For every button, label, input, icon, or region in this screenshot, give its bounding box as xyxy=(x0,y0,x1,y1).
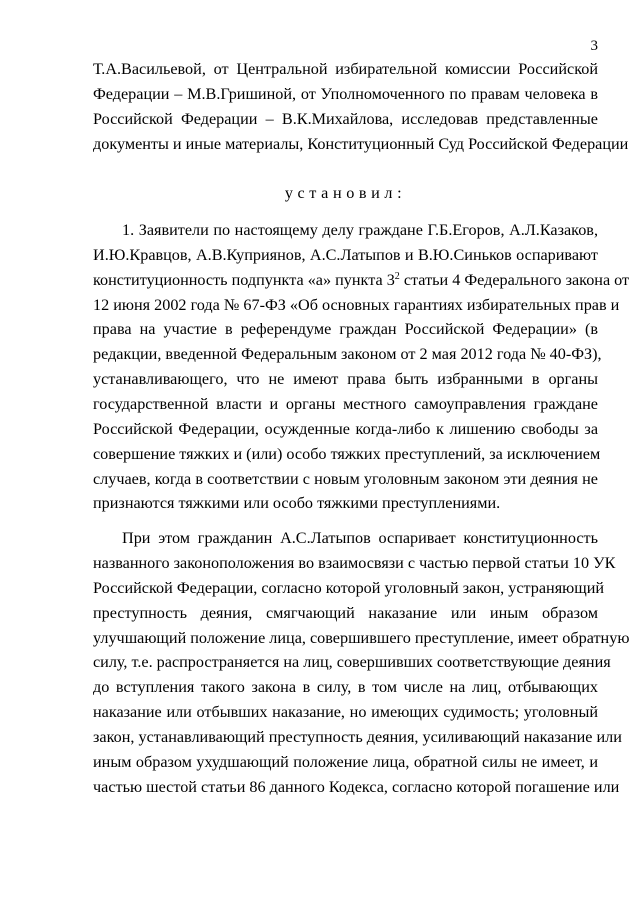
intro-paragraph xyxy=(93,57,629,156)
text-line: При этом гражданин А.С.Латыпов оспаривает конституционность xyxy=(122,529,598,548)
blank-line xyxy=(93,156,598,181)
text-line-with-superscript xyxy=(93,268,630,293)
text-line: признаются тяжкими или особо тяжкими преступлениями. xyxy=(93,494,501,513)
text-fragment: конституционность подпункта «а» пункта 3 xyxy=(93,270,395,289)
text-line: документы и иные материалы, Конституционный Суд Российской Федерации xyxy=(93,134,629,153)
text-line: Российской Федерации, согласно которой уголовный закон, устраняющий xyxy=(93,578,605,597)
text-line: наказание или отбывших наказание, но имеющих судимость; уголовный xyxy=(93,703,598,722)
text-line: Т.А.Васильевой, от Центральной избирательной комиссии Российской xyxy=(93,60,598,78)
text-line: Федерации – М.В.Гришиной, от Уполномоченного по правам человека в xyxy=(93,84,598,103)
text-line: преступность деяния, смягчающий наказание или иным образом xyxy=(93,603,598,622)
text-line: редакции, введенной Федеральным законом от 2 мая 2012 года № 40-ФЗ), xyxy=(93,345,602,364)
text-line: права на участие в референдуме граждан Российской Федерации» (в xyxy=(93,320,598,339)
text-line: названного законоположения во взаимосвязи с частью первой статьи 10 УК xyxy=(93,554,616,573)
blank-line xyxy=(93,206,598,218)
text-line: улучшающий положение лица, совершившего преступление, имеет обратную xyxy=(93,628,630,647)
section-heading: установил: xyxy=(284,184,407,203)
text-line: 1. Заявители по настоящему делу граждане Г.Б.Егоров, А.Л.Казаков, xyxy=(122,221,598,240)
text-line: иным образом ухудшающий положение лица, обратной силы не имеет, и xyxy=(93,752,598,771)
text-line: совершение тяжких и (или) особо тяжких преступлений, за исключением xyxy=(93,444,601,463)
text-line: государственной власти и органы местного самоуправления граждане xyxy=(93,394,598,413)
text-line: 12 июня 2002 года № 67-ФЗ «Об основных гарантиях избирательных прав и xyxy=(93,295,620,314)
superscript: 2 xyxy=(394,270,400,282)
text-line: случаев, когда в соответствии с новым уголовным законом эти деяния не xyxy=(93,469,598,488)
paragraph-1 xyxy=(93,218,630,516)
text-line: Российской Федерации, осужденные когда-либо к лишению свободы за xyxy=(93,419,598,438)
text-line: до вступления такого закона в силу, в том числе на лиц, отбывающих xyxy=(93,678,598,697)
paragraph-2 xyxy=(93,526,630,799)
text-line: силу, т.е. распространяется на лиц, совершивших соответствующие деяния xyxy=(93,653,611,672)
text-line: И.Ю.Кравцов, А.В.Куприянов, А.С.Латыпов и В.Ю.Синьков оспаривают xyxy=(93,245,598,264)
text-line: закон, устанавливающий преступность деяния, усиливающий наказание или xyxy=(93,727,622,746)
document-body xyxy=(93,57,630,799)
page-number: 3 xyxy=(590,38,598,54)
paragraph-spacing xyxy=(93,516,598,526)
text-fragment: статьи 4 Федерального закона от xyxy=(399,270,630,289)
text-line: частью шестой статьи 86 данного Кодекса, согласно которой погашение или xyxy=(93,777,620,796)
text-line: устанавливающего, что не имеют права быть избранными в органы xyxy=(93,370,598,389)
text-line: Российской Федерации – В.К.Михайлова, исследовав представленные xyxy=(93,109,598,128)
